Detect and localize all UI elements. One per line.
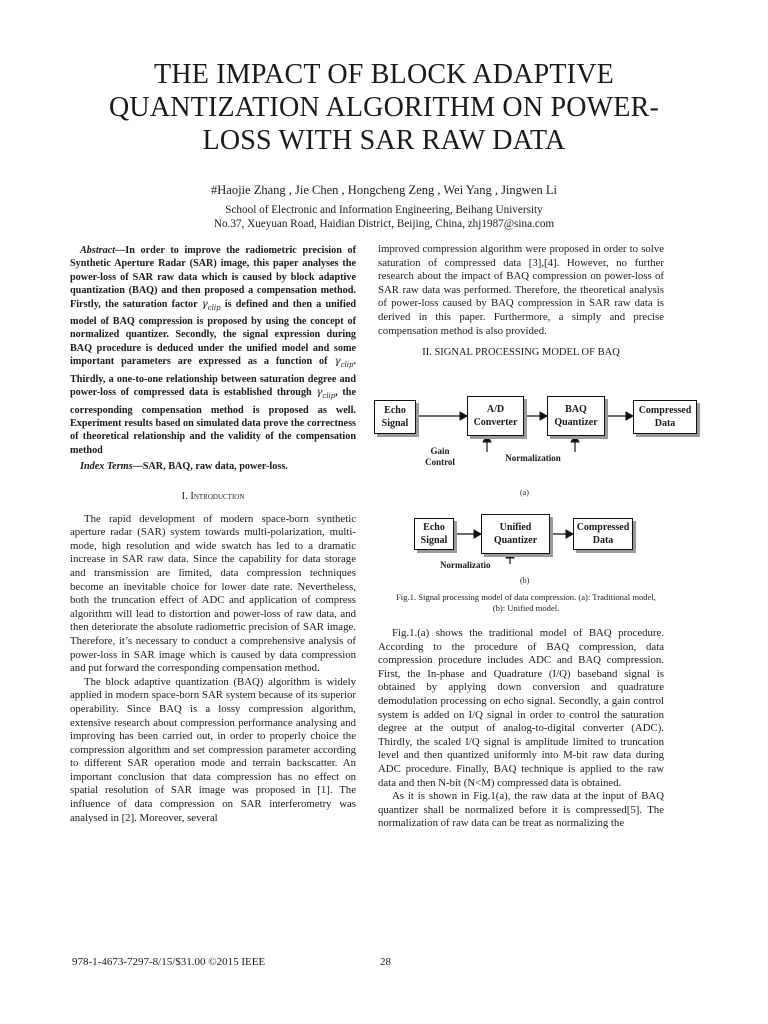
- author-list: #Haojie Zhang , Jie Chen , Hongcheng Zeng , Wei Yang , Jingwen Li: [211, 183, 557, 197]
- right-column-body: [378, 627, 664, 831]
- affiliation: [60, 203, 708, 231]
- echo-signal-block: Echo Signal: [374, 400, 416, 434]
- title-line-2: QUANTIZATION ALGORITHM ON POWER-: [108, 92, 659, 123]
- index-terms-lead: Index Terms: [80, 461, 133, 472]
- right-column-top: [378, 243, 664, 360]
- subfigure-label-a: (a): [520, 488, 529, 497]
- gamma-letter: γ: [201, 298, 208, 310]
- index-terms: [70, 460, 356, 474]
- gamma-clip-symbol: [316, 387, 336, 401]
- figure-1: [370, 382, 762, 612]
- compressed-data-block-b: Compressed Data: [573, 518, 633, 550]
- section-title: Introduction: [190, 491, 245, 502]
- intro-paragraph-1: The rapid development of modern space-born synthetic aperture radar (SAR) system towards multi-polarization, multi-mode, high resolution and wide swatch has led to a dramatic increase in SAR raw data. Since the capability for data storage and transmission are limited, data compression techniques become an inevitable choice for lower date rate. Nevertheless, both the truncation effect of ADC and application of compress algorithm will lead to distortion and power-loss of raw data, and then deteriorate the absolute radiometric precision of SAR image. Therefore, it’s necessary to conduct a comprehensive analysis of power-loss in SAR image which is caused by data compression and put forward the corresponding compensation method.: [70, 512, 356, 675]
- index-terms-text: —SAR, BAQ, raw data, power-loss.: [132, 461, 288, 472]
- abstract-part-2: is defined and then a unified model of BAQ compression is proposed by using the concept of normalized quantizer. Secondly, the signal expression during BAQ procedure is deduced under the unified model and some important parameters are expressed as a function of: [70, 298, 357, 368]
- introduction-section: [70, 490, 356, 825]
- section-heading-introduction: [70, 490, 356, 504]
- normalization-label-b: Normalizatio: [440, 560, 491, 570]
- affiliation-line-1: School of Electronic and Information Engineering, Beihang University: [225, 204, 543, 216]
- unified-quantizer-block: Unified Quantizer: [481, 514, 550, 554]
- normalization-label-a: Normalization: [505, 453, 561, 463]
- abstract-part-1: —In order to improve the radiometric precision of Synthetic Aperture Radar (SAR) image, this paper analyses the power-loss of SAR raw data which is caused by block adaptive quantization (BAQ) and then proposed a compensation method. Firstly, the saturation factor: [70, 245, 356, 310]
- abstract: [70, 244, 356, 457]
- related-work-paragraph: improved compression algorithm were proposed in order to solve saturation of compressed data [3],[4]. However, no further research about the impact of BAQ compression on power-loss of SAR raw data was performed. Therefore, the theoretical analysis of power-loss caused by BAQ compression in SAR raw data is derived in this paper. Furthermore, a simply and precise compensation method is also provided.: [378, 243, 664, 337]
- gamma-clip-symbol: [334, 356, 354, 370]
- section-number: I.: [181, 491, 191, 502]
- model-paragraph-2: As it is shown in Fig.1(a), the raw data at the input of BAQ quantizer shall be normalized before it is compressed[5]. The normalization of raw data can be treat as normalizing the: [378, 790, 664, 830]
- figure-caption: Fig.1. Signal processing model of data compression. (a): Traditional model, (b): Unified model.: [396, 592, 656, 613]
- intro-paragraph-2: The block adaptive quantization (BAQ) algorithm is widely applied in modern space-born SAR system because of its superior operability. Since BAQ is a lossy compression algorithm, extensive research about compression performance analysing and improving has been carried out, in order to properly choice the compression algorithm and set compression parameter according to different SAR operation mode and terrain backscatter. An important conclusion that data compression has no effect on spatial resolution of SAR image was proposed in [1]. The influence of data compression on SAR interferometry was analysed in [2]. Moreover, several: [70, 675, 356, 824]
- paper-title: [60, 58, 708, 157]
- gamma-subscript: clip: [207, 303, 221, 312]
- gain-control-label: Gain Control: [425, 446, 455, 467]
- echo-signal-block-b: Echo Signal: [414, 518, 454, 550]
- gamma-clip-symbol: [202, 299, 221, 310]
- title-line-3: LOSS WITH SAR RAW DATA: [202, 125, 566, 156]
- abstract-lead: Abstract: [80, 245, 116, 256]
- gamma-subscript: clip: [340, 361, 354, 370]
- abstract-part-4: , the corresponding compensation method is proposed as well. Experiment results based on simulated data prove the correctness of theoretical relationship and the validity of the compensation method: [70, 387, 356, 456]
- abstract-part-3: . Thirdly, a one-to-one relationship between saturation degree and power-loss of compressed data is established through: [70, 356, 356, 399]
- footer-isbn: 978-1-4673-7297-8/15/$31.00 ©2015 IEEE: [72, 956, 266, 968]
- section-heading-baq-model: II. SIGNAL PROCESSING MODEL OF BAQ: [422, 347, 620, 359]
- gamma-subscript: clip: [322, 392, 336, 401]
- compressed-data-block: Compressed Data: [633, 400, 697, 434]
- subfigure-label-b: (b): [520, 576, 530, 585]
- gamma-letter: γ: [334, 356, 341, 368]
- gamma-letter: γ: [316, 387, 323, 399]
- affiliation-line-2: No.37, Xueyuan Road, Haidian District, Beijing, China, zhj1987@sina.com: [213, 218, 555, 230]
- page-number: 28: [380, 956, 391, 968]
- title-line-1: THE IMPACT OF BLOCK ADAPTIVE: [154, 59, 614, 90]
- model-paragraph-1: Fig.1.(a) shows the traditional model of BAQ procedure. According to the procedure of BAQ compression, data compression procedure includes ADC and BAQ compression. First, the In-phase and Quadrature (I/Q) baseband signal is obtained by applying down conversion and quadrature demodulation processing on echo signal. Secondly, a gain control system is added on I/Q signal in order to control the saturation degree at the output of analog-to-digital converter (ADC). Thirdly, the scaled I/Q signal is amplitude limited to truncation level and then quantized uniformly into M-bit raw data during ADC procedure. Finally, BAQ technique is applied to the raw data and then N-bit (N<M) compressed data is obtained.: [378, 627, 664, 789]
- ad-converter-block: A/D Converter: [467, 396, 524, 436]
- baq-quantizer-block: BAQ Quantizer: [547, 396, 605, 436]
